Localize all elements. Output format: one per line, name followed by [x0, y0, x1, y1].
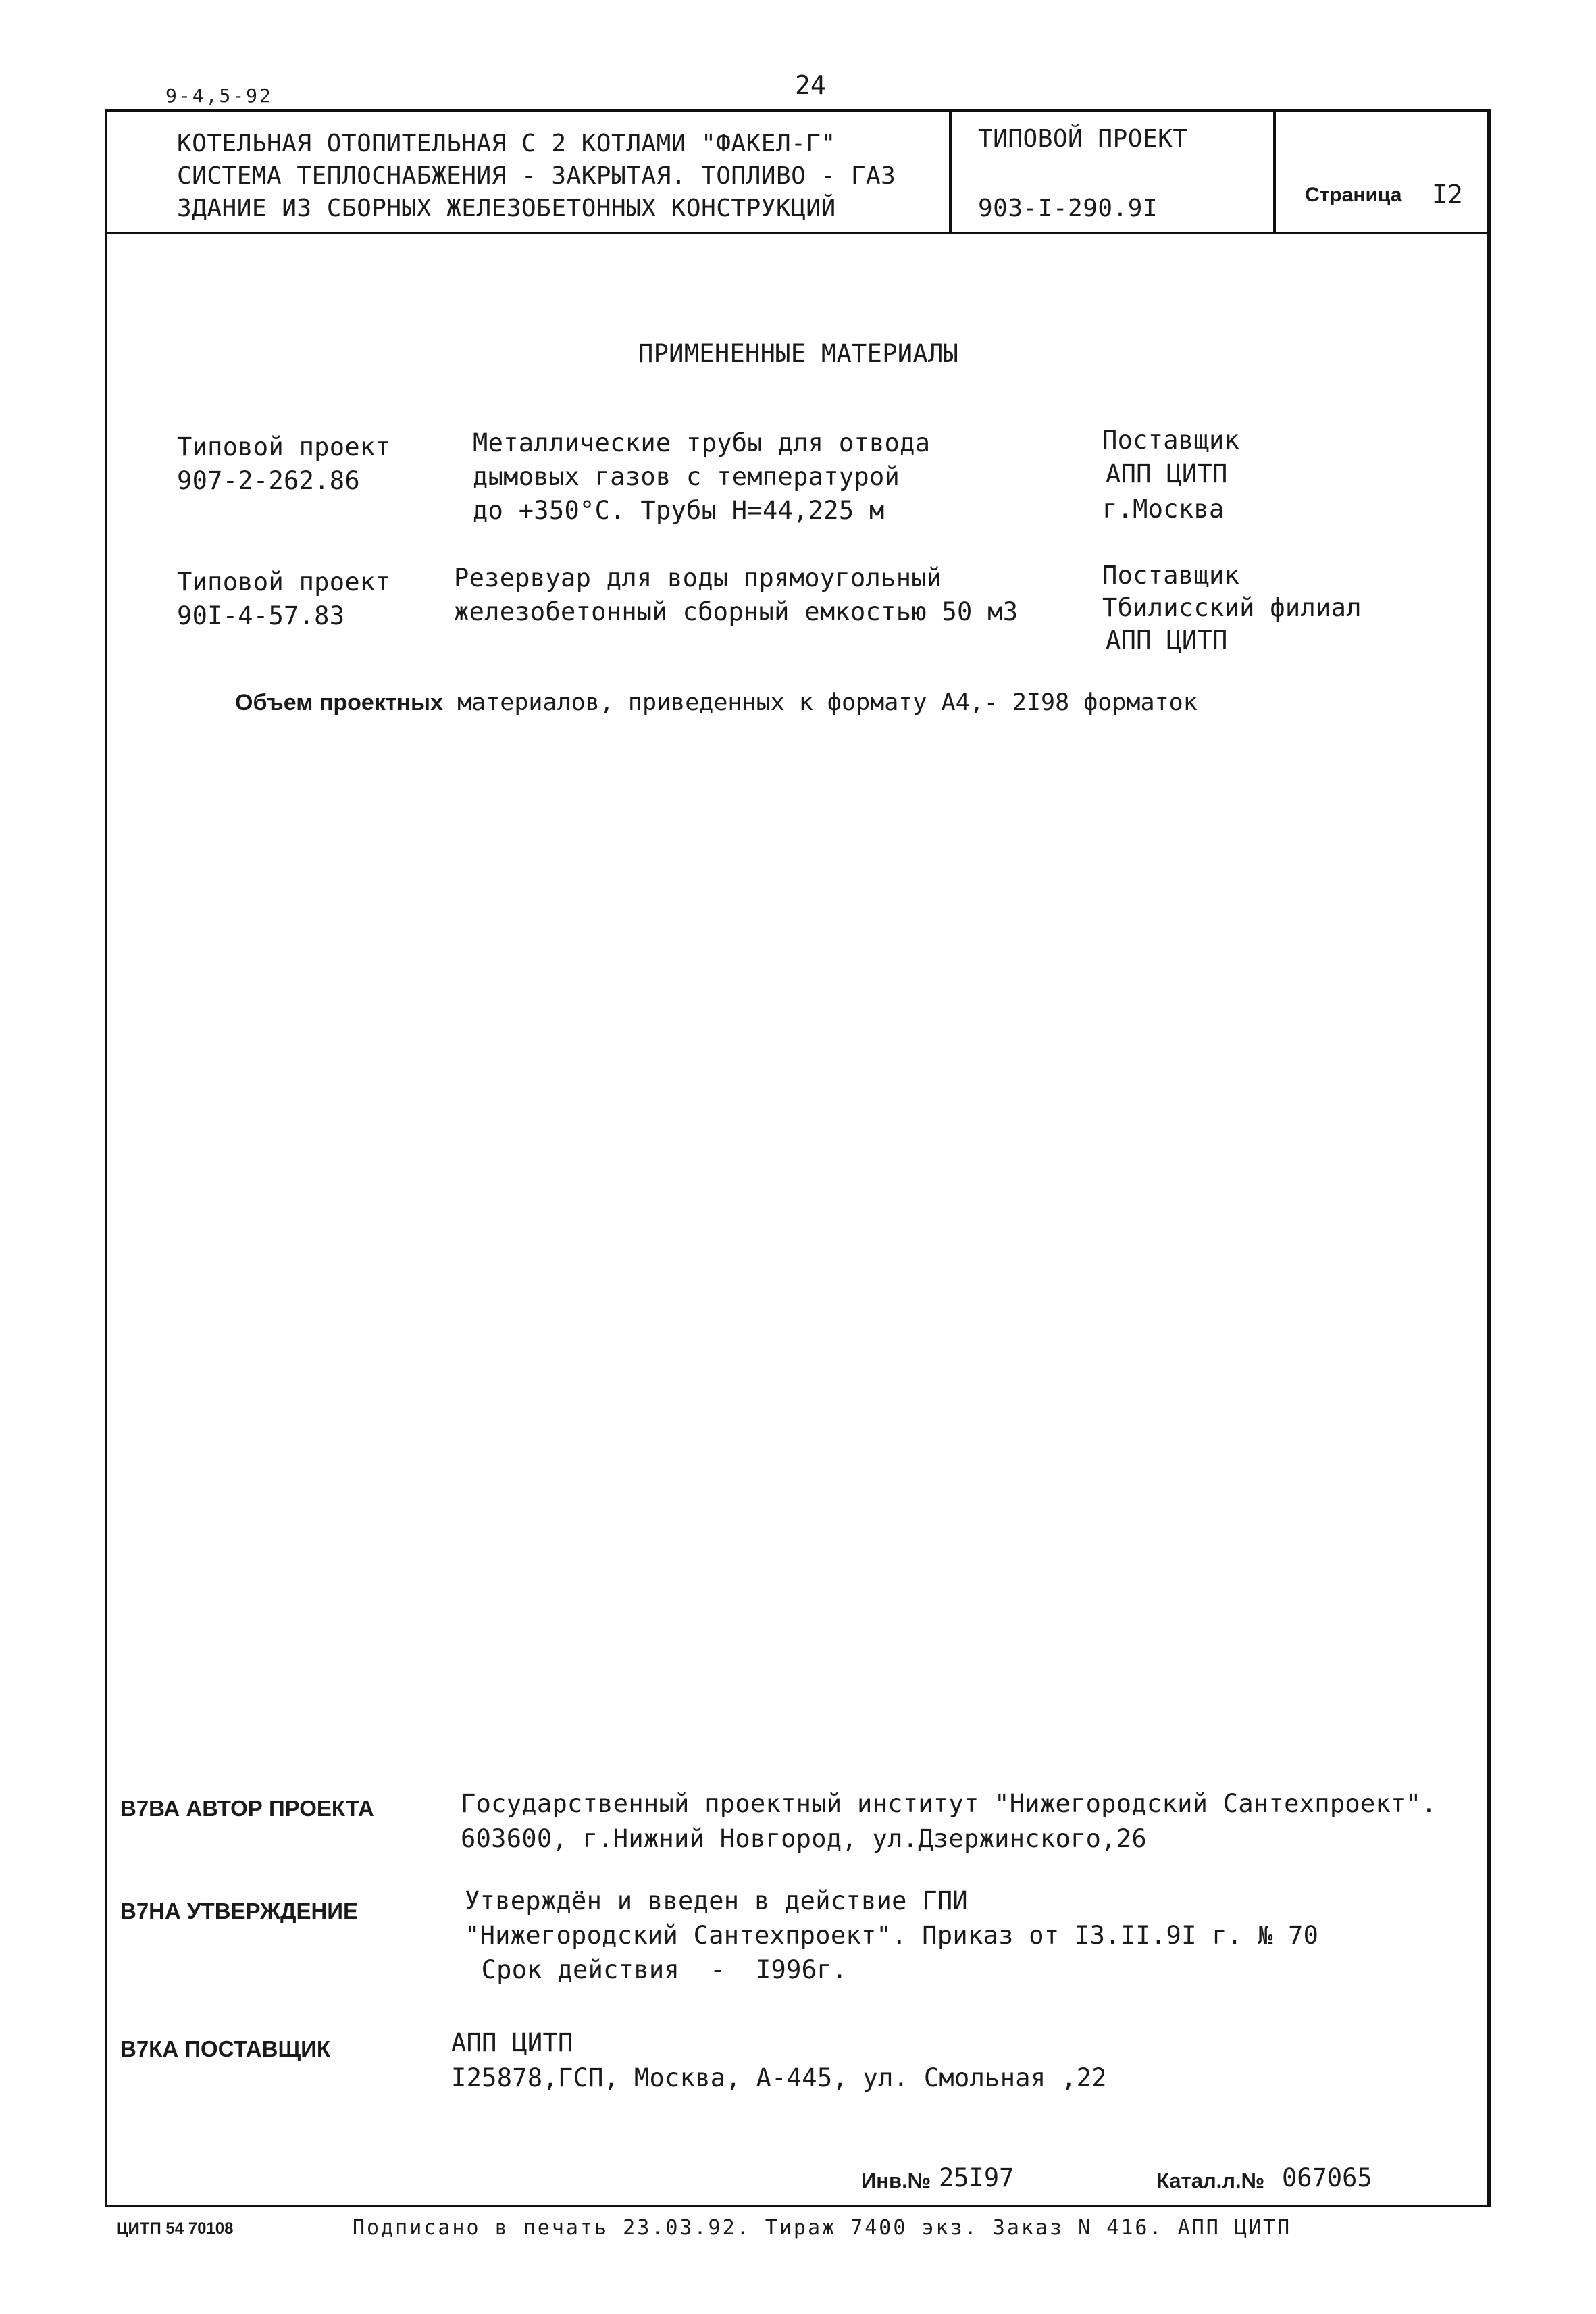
- title-line-1: КОТЕЛЬНАЯ ОТОПИТЕЛЬНАЯ С 2 КОТЛАМИ "ФАКЕЛ-Г": [177, 130, 836, 157]
- author-label: В7ВА АВТОР ПРОЕКТА: [120, 1796, 374, 1821]
- supplier-line: АПП ЦИТП: [451, 2028, 573, 2057]
- approval-label: В7НА УТВЕРЖДЕНИЕ: [120, 1898, 359, 1923]
- material-type-label: Типовой проект: [177, 568, 391, 597]
- volume-note-text: материалов, приведенных к формату А4,- 2I98 форматок: [457, 689, 1198, 716]
- approval-line: Срок действия - I996г.: [466, 1955, 848, 1984]
- material-description-line: Резервуар для воды прямоугольный: [454, 563, 942, 593]
- print-info: Подписано в печать 23.03.92. Тираж 7400 экз. Заказ N 416. АПП ЦИТП: [353, 2216, 1292, 2240]
- material-description-line: до +350°С. Трубы Н=44,225 м: [473, 496, 885, 525]
- material-supplier-line: АПП ЦИТП: [1106, 459, 1228, 488]
- project-type-label: ТИПОВОЙ ПРОЕКТ: [978, 125, 1188, 153]
- catalog-label: Катал.л.№: [1156, 2169, 1265, 2192]
- supplier-label: В7КА ПОСТАВЩИК: [120, 2036, 330, 2061]
- inventory-label: Инв.№: [861, 2169, 931, 2192]
- material-supplier-line: Поставщик: [1102, 426, 1240, 455]
- title-line-3: ЗДАНИЕ ИЗ СБОРНЫХ ЖЕЛЕЗОБЕТОННЫХ КОНСТРУКЦИЙ: [177, 195, 836, 222]
- approval-line: "Нижегородский Сантехпроект". Приказ от I3.II.9I г. № 70: [465, 1921, 1319, 1950]
- catalog-value: 067065: [1282, 2163, 1372, 2192]
- material-description-line: Металлические трубы для отвода: [473, 428, 931, 457]
- approval-line: Утверждён и введен в действие ГПИ: [465, 1886, 969, 1915]
- author-line: Государственный проектный институт "Нижегородский Сантехпроект".: [461, 1789, 1437, 1818]
- material-description-line: железобетонный сборный емкостью 50 м3: [454, 597, 1019, 626]
- materials-heading: ПРИМЕНЕННЫЕ МАТЕРИАЛЫ: [638, 339, 959, 368]
- project-code: 903-I-290.9I: [978, 195, 1158, 222]
- supplier-line: I25878,ГСП, Москва, А-445, ул. Смольная ,22: [451, 2063, 1107, 2092]
- material-supplier-line: Поставщик: [1102, 561, 1240, 590]
- title-line-2: СИСТЕМА ТЕПЛОСНАБЖЕНИЯ - ЗАКРЫТАЯ. ТОПЛИВО - ГАЗ: [177, 162, 896, 190]
- material-supplier-line: г.Москва: [1102, 495, 1225, 524]
- volume-note-prefix: Объем проектных: [235, 690, 443, 715]
- print-code: ЦИТП 54 70108: [116, 2219, 234, 2238]
- author-line: 603600, г.Нижний Новгород, ул.Дзержинского,26: [461, 1824, 1147, 1853]
- material-supplier-line: АПП ЦИТП: [1106, 626, 1228, 655]
- header-divider: [105, 232, 1491, 234]
- header-divider-2: [1273, 109, 1276, 234]
- material-code: 907-2-262.86: [177, 466, 360, 495]
- material-supplier-line: Тбилисский филиал: [1102, 593, 1362, 622]
- volume-note-rest: [443, 689, 1198, 716]
- header-divider-1: [949, 109, 952, 234]
- page-label: Страница: [1305, 184, 1402, 206]
- material-code: 90I-4-57.83: [177, 601, 345, 630]
- page-value: I2: [1432, 180, 1463, 209]
- series-code: 9-4,5-92: [165, 84, 273, 107]
- sheet-number: 24: [795, 70, 826, 100]
- material-description-line: дымовых газов с температурой: [473, 462, 900, 491]
- inventory-value: 25I97: [939, 2163, 1014, 2192]
- material-type-label: Типовой проект: [177, 432, 391, 461]
- volume-note: [235, 689, 1198, 716]
